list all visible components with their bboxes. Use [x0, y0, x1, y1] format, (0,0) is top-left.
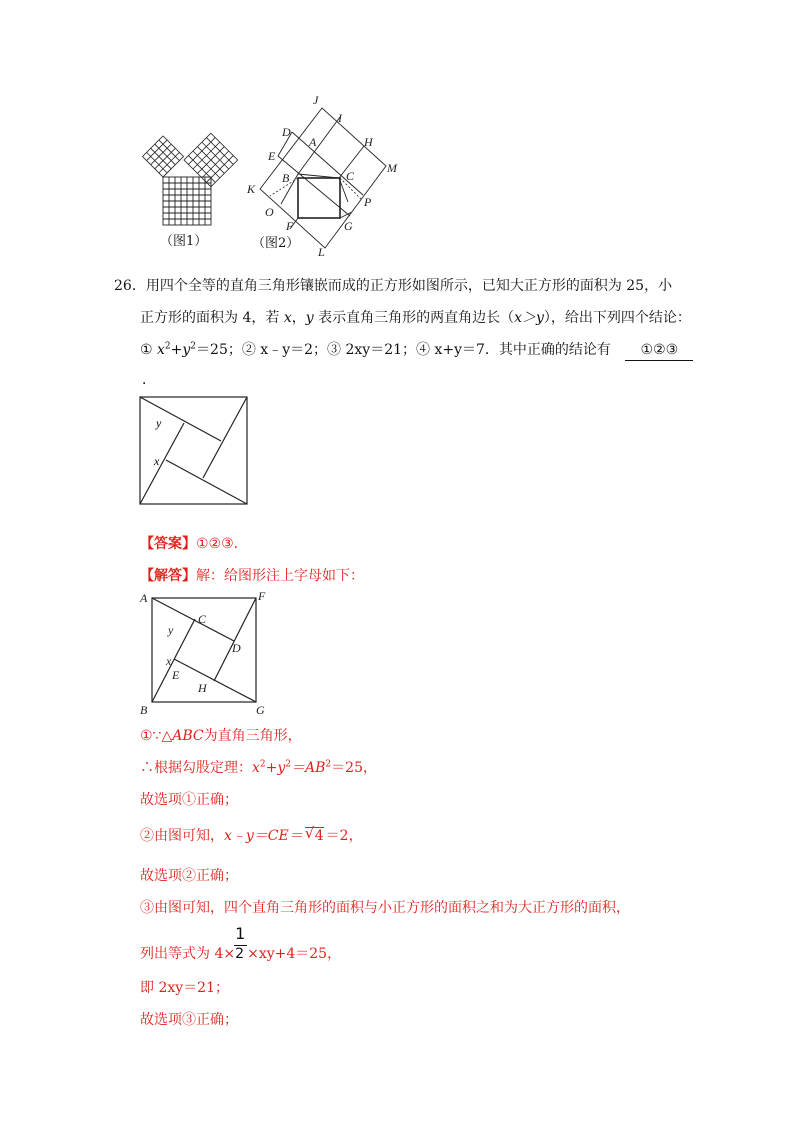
question-fig-label-x: x	[154, 454, 160, 468]
solution-step-6: ③由图可知，四个直角三角形的面积与小正方形的面积之和为大正方形的面积，	[140, 900, 630, 916]
fig2-label-K: K	[247, 182, 256, 196]
figure-1	[130, 100, 250, 250]
var-x: x	[283, 310, 292, 326]
s2-ab: ＝AB	[291, 760, 326, 776]
conclusion-4: ④ x+y＝7．其中正确的结论有	[416, 342, 611, 358]
question-fig-outer-square	[140, 397, 247, 504]
conclusion-1-y: +y	[170, 342, 191, 358]
fraction-numerator: 1	[235, 924, 246, 943]
fig2-label-O: O	[265, 205, 274, 219]
answer-tag: 【答案】	[140, 536, 196, 552]
s2-pre: ∴根据勾股定理：	[140, 760, 252, 776]
s1-abc: ABC	[172, 728, 204, 744]
s4-radicand: 4	[314, 828, 324, 844]
sol-label-B: B	[140, 703, 148, 717]
condition-x-gt-y: x＞y	[514, 310, 544, 326]
s2-rest: ＝25，	[331, 760, 377, 776]
conclusion-1-rest: ＝25；	[196, 342, 242, 358]
var-y: y	[305, 310, 314, 326]
solution-figure	[136, 588, 276, 718]
s4-post: ＝2，	[325, 828, 363, 844]
fig2-label-J: J	[313, 93, 319, 107]
question-text-2a: 正方形的面积为 4，若	[140, 310, 284, 326]
fig2-label-H: H	[364, 135, 373, 149]
sol-label-G: G	[256, 703, 265, 717]
conclusion-1-x: x	[157, 342, 165, 358]
conclusion-3: ③ 2xy＝21；	[327, 342, 417, 358]
question-text-2c: 表示直角三角形的两直角边长（	[313, 310, 515, 326]
sol-label-E: E	[172, 668, 180, 682]
solution-step-7	[140, 924, 342, 964]
question-text-2d: ），给出下列四个结论：	[543, 310, 691, 326]
figure-2-caption: （图2）	[252, 236, 300, 251]
solution-intro: 解：给图形注上字母如下：	[196, 568, 364, 584]
solution-tag: 【解答】	[140, 568, 196, 584]
fig2-label-B: B	[282, 171, 290, 185]
s1-post: 为直角三角形，	[203, 728, 302, 744]
solution-step-5: 故选项②正确；	[140, 868, 238, 884]
s4-eq: x﹣y＝CE＝	[224, 828, 303, 844]
question-line-1	[114, 276, 672, 296]
sol-label-y: y	[168, 623, 174, 637]
question-text-1: 用四个全等的直角三角形镶嵌而成的正方形如图所示，已知大正方形的面积为 25，小	[145, 278, 673, 294]
fig2-label-C: C	[346, 169, 355, 183]
conclusion-1-mark: ①	[140, 342, 153, 358]
solution-line-intro	[140, 566, 364, 586]
fraction-one-half	[235, 924, 247, 964]
fig2-label-I: I	[338, 111, 342, 125]
fig2-label-P: P	[364, 195, 372, 209]
solution-step-3: 故选项①正确；	[140, 792, 238, 808]
question-fig-label-y: y	[156, 416, 162, 430]
solution-step-1	[140, 726, 302, 746]
question-text-2b: ，	[291, 310, 306, 326]
solution-step-8: 即 2xy＝21；	[140, 980, 229, 996]
sol-label-C: C	[198, 612, 207, 626]
sol-label-x: x	[166, 654, 172, 668]
fig2-label-L: L	[318, 245, 325, 259]
fig2-label-E: E	[268, 149, 276, 163]
s7-pre: 列出等式为 4×	[140, 946, 236, 962]
question-line-3: ① $x^2+y^2=25$；② x﹣y＝2；③ 2xy＝21；④ x+y＝7．其中正确的结论有 ①②③	[140, 340, 693, 361]
solution-step-9: 故选项③正确；	[140, 1012, 238, 1028]
sqrt-symbol: √ 4	[304, 824, 324, 844]
figure-1-tilted-grid-left	[142, 136, 183, 177]
question-number: 26．	[114, 278, 146, 294]
solution-step-2: ∴根据勾股定理：$x^2+y^2=AB^2=25$，	[140, 759, 377, 776]
fig2-label-G: G	[344, 219, 353, 233]
figure-1-large-grid	[163, 177, 211, 225]
s2-y: +y	[265, 760, 286, 776]
conclusion-2: ② x﹣y＝2；	[241, 342, 328, 358]
figure-1-caption: （图1）	[160, 234, 208, 249]
question-period: ．	[142, 372, 156, 388]
fig2-label-M: M	[387, 161, 397, 175]
s2-x: x	[252, 760, 260, 776]
fraction-denominator: 2	[235, 946, 245, 962]
s7-post: ×xy+4＝25，	[247, 946, 342, 962]
answer-value: ①②③．	[196, 536, 248, 552]
sol-label-H: H	[198, 681, 207, 695]
sol-label-F: F	[258, 589, 266, 603]
s4-pre: ②由图可知，	[140, 828, 224, 844]
answer-line	[140, 534, 248, 554]
fig2-label-A: A	[309, 135, 317, 149]
s1-pre: ①∵△	[140, 728, 173, 744]
fig2-label-F: F	[286, 219, 294, 233]
sol-label-D: D	[232, 641, 241, 655]
answer-blank: ①②③	[625, 340, 693, 361]
solution-step-4	[140, 826, 363, 846]
figure-2-central-square	[298, 178, 340, 218]
fig2-label-D: D	[282, 125, 291, 139]
sol-label-A: A	[140, 591, 148, 605]
question-line-2	[140, 308, 691, 328]
question-figure	[138, 395, 250, 507]
